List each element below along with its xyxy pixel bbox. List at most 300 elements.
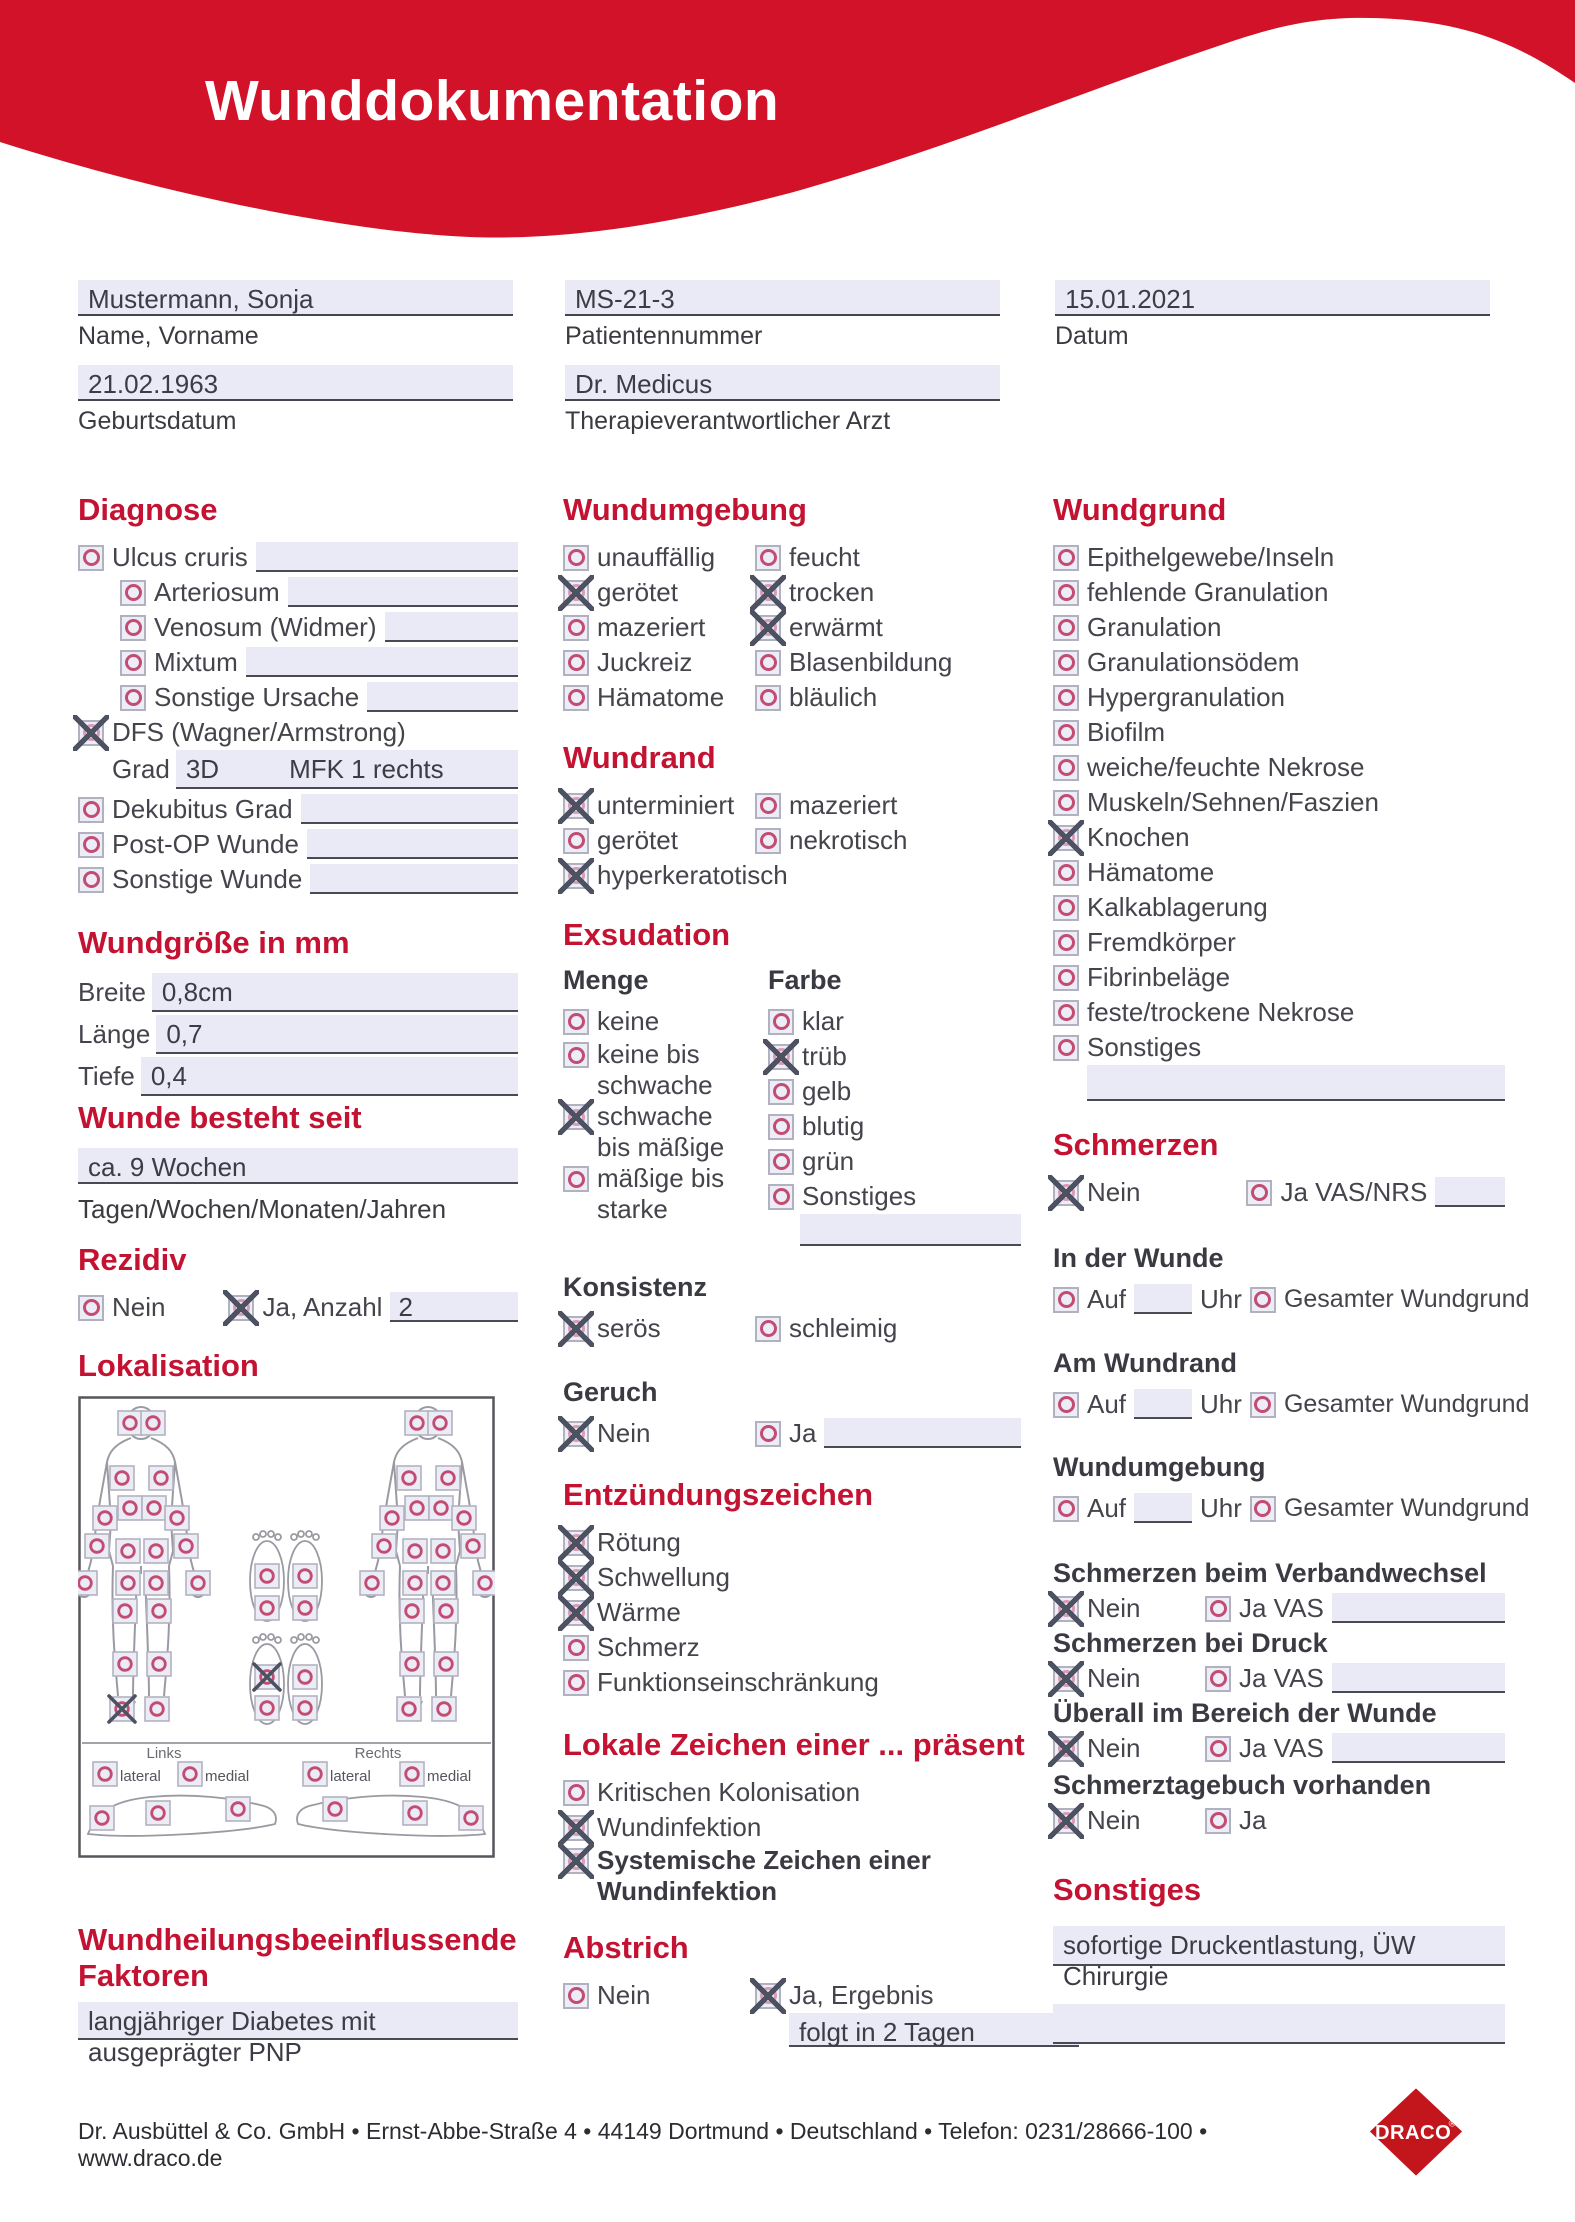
checkbox[interactable] bbox=[120, 685, 146, 711]
location-marker[interactable] bbox=[255, 1564, 279, 1588]
checkbox-ja[interactable] bbox=[1205, 1596, 1231, 1622]
location-marker[interactable] bbox=[147, 1599, 171, 1623]
gesamt-label: Gesamter Wundgrund bbox=[1283, 1390, 1530, 1418]
field-label: Name, Vorname bbox=[78, 322, 259, 350]
checkbox-label: Kalkablagerung bbox=[1087, 892, 1268, 922]
location-marker[interactable] bbox=[403, 1801, 427, 1825]
checkbox-gesamt[interactable] bbox=[1250, 1287, 1276, 1313]
section-abstrich bbox=[563, 1930, 1021, 2047]
location-marker[interactable] bbox=[360, 1571, 384, 1595]
faktoren-input[interactable]: langjähriger Diabetes mit ausgeprägter PNP bbox=[78, 2002, 518, 2040]
checkbox-label: klar bbox=[802, 1006, 844, 1036]
checkbox[interactable] bbox=[563, 615, 589, 641]
checkbox[interactable] bbox=[1053, 580, 1079, 606]
checkbox[interactable] bbox=[1053, 685, 1079, 711]
checkbox-gesamt[interactable] bbox=[1250, 1392, 1276, 1418]
section-wundrand bbox=[563, 740, 1021, 893]
checkbox[interactable] bbox=[1053, 965, 1079, 991]
grad-label: Grad bbox=[112, 754, 170, 784]
section-heading: Exsudation bbox=[563, 917, 731, 952]
checkbox-row bbox=[768, 1004, 1021, 1039]
checkbox-ja[interactable] bbox=[1246, 1180, 1272, 1206]
medial-label: medial bbox=[205, 1768, 250, 1785]
checkbox-label: Ja, Anzahl bbox=[262, 1292, 383, 1322]
checkbox-row bbox=[1053, 890, 1505, 925]
location-marker[interactable] bbox=[293, 1696, 317, 1720]
vas-line[interactable] bbox=[1332, 1733, 1505, 1763]
checkbox-row bbox=[755, 645, 1021, 680]
checkbox[interactable] bbox=[563, 1009, 589, 1035]
checkbox-auf-uhr[interactable] bbox=[1053, 1496, 1079, 1522]
checkbox-label: DFS (Wagner/Armstrong) bbox=[112, 717, 406, 747]
width-row bbox=[78, 973, 518, 1015]
checkbox[interactable] bbox=[563, 685, 589, 711]
checkbox-row bbox=[78, 827, 518, 862]
checkbox-ja[interactable] bbox=[1205, 1666, 1231, 1692]
location-marker[interactable] bbox=[431, 1571, 455, 1595]
subsection-heading: Wundumgebung bbox=[1053, 1452, 1266, 1482]
location-marker[interactable] bbox=[149, 1466, 173, 1490]
location-marker[interactable] bbox=[434, 1652, 458, 1676]
checkbox-row bbox=[120, 575, 518, 610]
checkbox[interactable] bbox=[755, 685, 781, 711]
section-heading: Wunde besteht seit bbox=[78, 1100, 362, 1135]
checkbox[interactable] bbox=[1053, 930, 1079, 956]
checkbox[interactable] bbox=[1053, 895, 1079, 921]
section-schmerztagebuch bbox=[1053, 1770, 1505, 1838]
text-line[interactable] bbox=[256, 542, 518, 572]
text-line[interactable] bbox=[367, 682, 518, 712]
checkbox-nein[interactable] bbox=[1053, 1596, 1079, 1622]
checkbox[interactable] bbox=[768, 1079, 794, 1105]
checkbox-label: Wärme bbox=[597, 1597, 681, 1627]
checkbox[interactable] bbox=[768, 1149, 794, 1175]
patient-number-input[interactable]: MS-21-3 bbox=[565, 280, 1000, 316]
name-input[interactable]: Mustermann, Sonja bbox=[78, 280, 513, 316]
checkbox-auf-uhr[interactable] bbox=[1053, 1392, 1079, 1418]
section-entzuendungszeichen bbox=[563, 1477, 1033, 1700]
checkbox[interactable] bbox=[768, 1184, 794, 1210]
location-marker[interactable] bbox=[147, 1652, 171, 1676]
checkbox[interactable] bbox=[755, 793, 781, 819]
text-line[interactable] bbox=[824, 1418, 1021, 1448]
checkbox[interactable] bbox=[1053, 790, 1079, 816]
location-marker[interactable] bbox=[428, 1411, 452, 1435]
location-marker[interactable] bbox=[142, 1496, 166, 1520]
field-label: Patientennummer bbox=[565, 322, 763, 350]
section-heading: Lokalisation bbox=[78, 1348, 259, 1383]
birthdate-input[interactable]: 21.02.1963 bbox=[78, 365, 513, 401]
subsection-heading: Menge bbox=[563, 965, 649, 995]
location-marker[interactable] bbox=[110, 1466, 134, 1490]
vas-line[interactable] bbox=[1332, 1663, 1505, 1693]
checkbox-row bbox=[563, 1978, 755, 2013]
checkbox-row bbox=[563, 1630, 1033, 1665]
width-input[interactable]: 0,8cm bbox=[152, 973, 518, 1012]
checkbox-label: Ja bbox=[789, 1418, 817, 1448]
checkbox[interactable] bbox=[78, 797, 104, 823]
checkbox-label: keine bbox=[597, 1006, 660, 1036]
location-marker[interactable] bbox=[397, 1697, 421, 1721]
checkbox-row bbox=[755, 1311, 1021, 1346]
checkbox-label: gelb bbox=[802, 1076, 852, 1106]
checkbox[interactable] bbox=[1053, 1000, 1079, 1026]
checkbox-row bbox=[563, 540, 755, 575]
checkbox-row bbox=[768, 1144, 1021, 1179]
checkbox-row bbox=[1053, 960, 1505, 995]
checkbox[interactable] bbox=[78, 867, 104, 893]
checkbox-row bbox=[563, 1560, 1033, 1595]
sonstiges-line[interactable] bbox=[800, 1214, 1021, 1246]
checkbox[interactable] bbox=[563, 1848, 589, 1874]
location-marker[interactable] bbox=[400, 1599, 424, 1623]
checkbox-row bbox=[1053, 820, 1505, 855]
checkbox-ja[interactable] bbox=[755, 1983, 781, 2009]
depth-input[interactable]: 0,4 bbox=[141, 1057, 518, 1096]
location-marker[interactable] bbox=[405, 1411, 429, 1435]
section-wunde-besteht-seit bbox=[78, 1100, 518, 1225]
section-schmerz-wundumgebung bbox=[1053, 1452, 1530, 1526]
checkbox-gesamt[interactable] bbox=[1250, 1496, 1276, 1522]
checkbox-label: gerötet bbox=[597, 577, 678, 607]
checkbox-label: gerötet bbox=[597, 825, 678, 855]
location-marker[interactable] bbox=[405, 1496, 429, 1520]
section-exsudation bbox=[563, 917, 1021, 1249]
checkbox[interactable] bbox=[563, 1530, 589, 1556]
checkbox-label: blutig bbox=[802, 1111, 865, 1141]
checkbox-label: hyperkeratotisch bbox=[597, 860, 788, 890]
location-marker[interactable] bbox=[293, 1665, 317, 1689]
location-marker[interactable] bbox=[431, 1539, 455, 1563]
checkbox[interactable] bbox=[120, 615, 146, 641]
checkbox-row bbox=[1053, 995, 1505, 1030]
checkbox[interactable] bbox=[563, 1780, 589, 1806]
checkbox[interactable] bbox=[78, 720, 104, 746]
location-marker[interactable] bbox=[146, 1801, 170, 1825]
checkbox-label: Sonstige Wunde bbox=[112, 864, 303, 894]
checkbox-label: Biofilm bbox=[1087, 717, 1166, 747]
section-heading: Entzündungszeichen bbox=[563, 1477, 873, 1512]
checkbox[interactable] bbox=[563, 1635, 589, 1661]
checkbox[interactable] bbox=[563, 580, 589, 606]
checkbox-label: Knochen bbox=[1087, 822, 1190, 852]
sonstiges-input-2[interactable] bbox=[1053, 2004, 1505, 2044]
checkbox[interactable] bbox=[563, 1670, 589, 1696]
checkbox-row bbox=[1053, 575, 1505, 610]
uhr-row bbox=[1053, 1491, 1530, 1526]
checkbox[interactable] bbox=[755, 580, 781, 606]
uhr-line[interactable] bbox=[1134, 1493, 1192, 1523]
checkbox-row bbox=[1053, 645, 1505, 680]
location-marker[interactable] bbox=[372, 1534, 396, 1558]
checkbox[interactable] bbox=[563, 1104, 589, 1130]
text-line[interactable] bbox=[385, 612, 519, 642]
checkbox-label: Blasenbildung bbox=[789, 647, 953, 677]
checkbox-label: schwache bis mäßige bbox=[597, 1101, 725, 1162]
section-heading: Diagnose bbox=[78, 492, 218, 527]
location-marker[interactable] bbox=[436, 1466, 460, 1490]
abstrich-result-input[interactable]: folgt in 2 Tagen bbox=[789, 2013, 1079, 2047]
checkbox-label: Nein bbox=[597, 1418, 651, 1448]
uhr-line[interactable] bbox=[1134, 1389, 1192, 1419]
location-marker[interactable] bbox=[113, 1599, 137, 1623]
checkbox-ja[interactable] bbox=[1205, 1736, 1231, 1762]
checkbox-row bbox=[755, 680, 1021, 715]
subsection-heading: Geruch bbox=[563, 1377, 658, 1407]
checkbox[interactable] bbox=[1053, 650, 1079, 676]
checkbox-label: bläulich bbox=[789, 682, 878, 712]
location-marker[interactable] bbox=[116, 1539, 140, 1563]
checkbox[interactable] bbox=[1053, 545, 1079, 571]
location-marker[interactable] bbox=[174, 1534, 198, 1558]
checkbox-label: Sonstige Ursache bbox=[154, 682, 360, 712]
location-marker[interactable] bbox=[255, 1596, 279, 1620]
checkbox[interactable] bbox=[755, 1316, 781, 1342]
lateral-label: lateral bbox=[330, 1768, 371, 1785]
location-marker[interactable] bbox=[400, 1762, 424, 1786]
checkbox[interactable] bbox=[120, 650, 146, 676]
date-field bbox=[1055, 280, 1518, 351]
sonstiges-line[interactable] bbox=[1087, 1065, 1505, 1101]
location-marker[interactable] bbox=[226, 1797, 250, 1821]
checkbox[interactable] bbox=[563, 1565, 589, 1591]
checkbox-row bbox=[78, 792, 518, 827]
checkbox-nein[interactable] bbox=[1053, 1808, 1079, 1834]
depth-row bbox=[78, 1057, 518, 1099]
checkbox-label: Ja VAS bbox=[1239, 1733, 1324, 1763]
subsection-heading: Farbe bbox=[768, 965, 842, 995]
location-marker[interactable] bbox=[93, 1506, 117, 1530]
checkbox[interactable] bbox=[755, 545, 781, 571]
text-line[interactable] bbox=[307, 829, 518, 859]
checkbox-row bbox=[563, 575, 755, 610]
checkbox[interactable] bbox=[563, 1600, 589, 1626]
section-heading: Wundumgebung bbox=[563, 492, 807, 527]
location-marker[interactable] bbox=[165, 1506, 189, 1530]
location-marker[interactable] bbox=[429, 1496, 453, 1520]
date-input[interactable]: 15.01.2021 bbox=[1055, 280, 1490, 316]
section-schmerz-am-wundrand bbox=[1053, 1348, 1530, 1422]
checkbox-nein[interactable] bbox=[563, 1983, 589, 2009]
location-marker[interactable] bbox=[293, 1596, 317, 1620]
birthdate-field bbox=[78, 365, 565, 436]
duration-caption: Tagen/Wochen/Monaten/Jahren bbox=[78, 1194, 447, 1224]
checkbox-label: trocken bbox=[789, 577, 875, 607]
location-marker[interactable] bbox=[397, 1466, 421, 1490]
checkbox[interactable] bbox=[1053, 860, 1079, 886]
checkbox[interactable] bbox=[755, 828, 781, 854]
length-row bbox=[78, 1015, 518, 1057]
checkbox-row bbox=[563, 858, 788, 893]
checkbox[interactable] bbox=[768, 1114, 794, 1140]
checkbox[interactable] bbox=[768, 1009, 794, 1035]
uhr-label: Uhr bbox=[1200, 1493, 1242, 1523]
location-marker[interactable] bbox=[452, 1506, 476, 1530]
checkbox-label: Arteriosum bbox=[154, 577, 280, 607]
length-input[interactable]: 0,7 bbox=[156, 1015, 518, 1054]
location-marker[interactable] bbox=[118, 1411, 142, 1435]
section-heading: Wundgrund bbox=[1053, 492, 1227, 527]
schmerzen-row bbox=[1053, 1175, 1505, 1210]
checkbox[interactable] bbox=[563, 1316, 589, 1342]
checkbox-row bbox=[1053, 750, 1505, 785]
patient-name-field bbox=[78, 280, 565, 351]
text-line[interactable] bbox=[301, 794, 518, 824]
anzahl-input[interactable]: 2 bbox=[390, 1292, 518, 1322]
checkbox-label: Wundinfektion bbox=[597, 1812, 762, 1842]
checkbox[interactable] bbox=[755, 615, 781, 641]
location-marker[interactable] bbox=[141, 1411, 165, 1435]
checkbox-nein[interactable] bbox=[563, 1421, 589, 1447]
checkbox-label: Systemische Zeichen einer Wundinfektion bbox=[597, 1845, 931, 1906]
section-schmerz-ueberall bbox=[1053, 1698, 1505, 1766]
medial-label: medial bbox=[427, 1768, 472, 1785]
checkbox-label: Hypergranulation bbox=[1087, 682, 1286, 712]
location-marker[interactable] bbox=[118, 1496, 142, 1520]
checkbox-row bbox=[768, 1109, 1021, 1144]
location-marker[interactable] bbox=[323, 1797, 347, 1821]
location-marker[interactable] bbox=[145, 1697, 169, 1721]
frage-row bbox=[1053, 1731, 1505, 1766]
checkbox-label: Muskeln/Sehnen/Faszien bbox=[1087, 787, 1379, 817]
checkbox-label: Ja, Ergebnis bbox=[789, 1980, 934, 2010]
checkbox[interactable] bbox=[1053, 615, 1079, 641]
section-wundumgebung bbox=[563, 492, 1021, 715]
text-line[interactable] bbox=[288, 577, 518, 607]
section-faktoren bbox=[78, 1922, 538, 2067]
checkbox-label: Hämatome bbox=[597, 682, 725, 712]
duration-input[interactable]: ca. 9 Wochen bbox=[78, 1148, 518, 1184]
location-marker[interactable] bbox=[380, 1506, 404, 1530]
checkbox-row bbox=[755, 823, 1021, 858]
grad-input[interactable] bbox=[176, 750, 518, 789]
location-marker[interactable] bbox=[90, 1806, 114, 1830]
checkbox[interactable] bbox=[563, 828, 589, 854]
checkbox-nein[interactable] bbox=[1053, 1666, 1079, 1692]
checkbox-row bbox=[755, 788, 1021, 823]
checkbox[interactable] bbox=[755, 650, 781, 676]
checkbox-label: Funktionseinschränkung bbox=[597, 1667, 879, 1697]
location-marker[interactable] bbox=[459, 1806, 483, 1830]
checkbox-nein[interactable] bbox=[1053, 1180, 1079, 1206]
rechts-label: Rechts bbox=[354, 1745, 402, 1762]
checkbox-label: Nein bbox=[1087, 1177, 1141, 1207]
checkbox-ja[interactable] bbox=[228, 1295, 254, 1321]
text-line[interactable] bbox=[310, 864, 518, 894]
checkbox[interactable] bbox=[563, 1815, 589, 1841]
checkbox[interactable] bbox=[1053, 755, 1079, 781]
checkbox-row bbox=[1053, 540, 1505, 575]
checkbox-nein[interactable] bbox=[78, 1295, 104, 1321]
vas-line[interactable] bbox=[1332, 1593, 1505, 1623]
checkbox-label: Sonstiges bbox=[802, 1181, 917, 1211]
draco-logo-text: DRACO bbox=[1374, 2122, 1452, 2145]
section-heading: Wundrand bbox=[563, 740, 716, 775]
checkbox[interactable] bbox=[1053, 825, 1079, 851]
checkbox-nein[interactable] bbox=[1053, 1736, 1079, 1762]
location-marker[interactable] bbox=[461, 1534, 485, 1558]
checkbox-row bbox=[78, 540, 518, 575]
location-marker[interactable] bbox=[93, 1762, 117, 1786]
checkbox-label: Nein bbox=[1087, 1733, 1141, 1763]
location-marker[interactable] bbox=[178, 1762, 202, 1786]
uhr-row bbox=[1053, 1387, 1530, 1422]
location-marker[interactable] bbox=[400, 1652, 424, 1676]
checkbox-row bbox=[563, 1163, 768, 1225]
checkbox-label: Ulcus cruris bbox=[112, 542, 248, 572]
subsection-heading: Schmerztagebuch vorhanden bbox=[1053, 1770, 1432, 1800]
checkbox-row bbox=[768, 1179, 1021, 1214]
checkbox-row bbox=[563, 1101, 768, 1163]
location-marker[interactable] bbox=[144, 1571, 168, 1595]
section-heading: Rezidiv bbox=[78, 1242, 187, 1277]
frage-row bbox=[1053, 1661, 1505, 1696]
location-marker[interactable] bbox=[85, 1534, 109, 1558]
checkbox[interactable] bbox=[563, 545, 589, 571]
checkbox-label: Ja VAS bbox=[1239, 1593, 1324, 1623]
grad-value: 3D bbox=[185, 754, 220, 784]
length-label: Länge bbox=[78, 1019, 151, 1049]
location-marker[interactable] bbox=[303, 1762, 327, 1786]
location-marker[interactable] bbox=[186, 1571, 210, 1595]
location-marker[interactable] bbox=[473, 1571, 495, 1595]
checkbox[interactable] bbox=[78, 832, 104, 858]
checkbox[interactable] bbox=[768, 1044, 794, 1070]
checkbox[interactable] bbox=[78, 545, 104, 571]
location-marker[interactable] bbox=[116, 1571, 140, 1595]
checkbox-label: Mixtum bbox=[154, 647, 238, 677]
checkbox-auf-uhr[interactable] bbox=[1053, 1287, 1079, 1313]
doctor-input[interactable]: Dr. Medicus bbox=[565, 365, 1000, 401]
sonstiges-input[interactable]: sofortige Druckentlastung, ÜW Chirurgie bbox=[1053, 1926, 1505, 1966]
uhr-line[interactable] bbox=[1134, 1284, 1192, 1314]
checkbox-row bbox=[563, 1665, 1033, 1700]
auf-label: Auf bbox=[1087, 1389, 1127, 1419]
location-marker[interactable] bbox=[434, 1599, 458, 1623]
checkbox[interactable] bbox=[563, 793, 589, 819]
location-marker[interactable] bbox=[403, 1571, 427, 1595]
checkbox[interactable] bbox=[563, 1042, 589, 1068]
location-marker[interactable] bbox=[255, 1696, 279, 1720]
depth-label: Tiefe bbox=[78, 1061, 135, 1091]
body-location-diagram[interactable] bbox=[78, 1396, 495, 1858]
checkbox-label: Rötung bbox=[597, 1527, 681, 1557]
location-marker[interactable] bbox=[113, 1652, 137, 1676]
location-marker[interactable] bbox=[293, 1564, 317, 1588]
checkbox-ja[interactable] bbox=[1205, 1808, 1231, 1834]
checkbox-row bbox=[755, 1978, 1079, 2013]
checkbox-row bbox=[563, 823, 755, 858]
checkbox[interactable] bbox=[563, 650, 589, 676]
location-marker[interactable] bbox=[78, 1571, 97, 1595]
checkbox[interactable] bbox=[563, 1166, 589, 1192]
checkbox[interactable] bbox=[1053, 1035, 1079, 1061]
location-marker[interactable] bbox=[144, 1539, 168, 1563]
text-line[interactable] bbox=[246, 647, 518, 677]
checkbox-row bbox=[768, 1074, 1021, 1109]
grad-value2: MFK 1 rechts bbox=[289, 754, 444, 784]
location-marker[interactable] bbox=[432, 1697, 456, 1721]
checkbox[interactable] bbox=[1053, 720, 1079, 746]
field-label: Therapieverantwortlicher Arzt bbox=[565, 407, 891, 435]
location-marker[interactable] bbox=[403, 1539, 427, 1563]
checkbox-label: Nein bbox=[1087, 1663, 1141, 1693]
checkbox[interactable] bbox=[120, 580, 146, 606]
checkbox-row bbox=[120, 610, 518, 645]
checkbox-ja[interactable] bbox=[755, 1421, 781, 1447]
vas-line[interactable] bbox=[1435, 1177, 1505, 1207]
checkbox[interactable] bbox=[563, 863, 589, 889]
